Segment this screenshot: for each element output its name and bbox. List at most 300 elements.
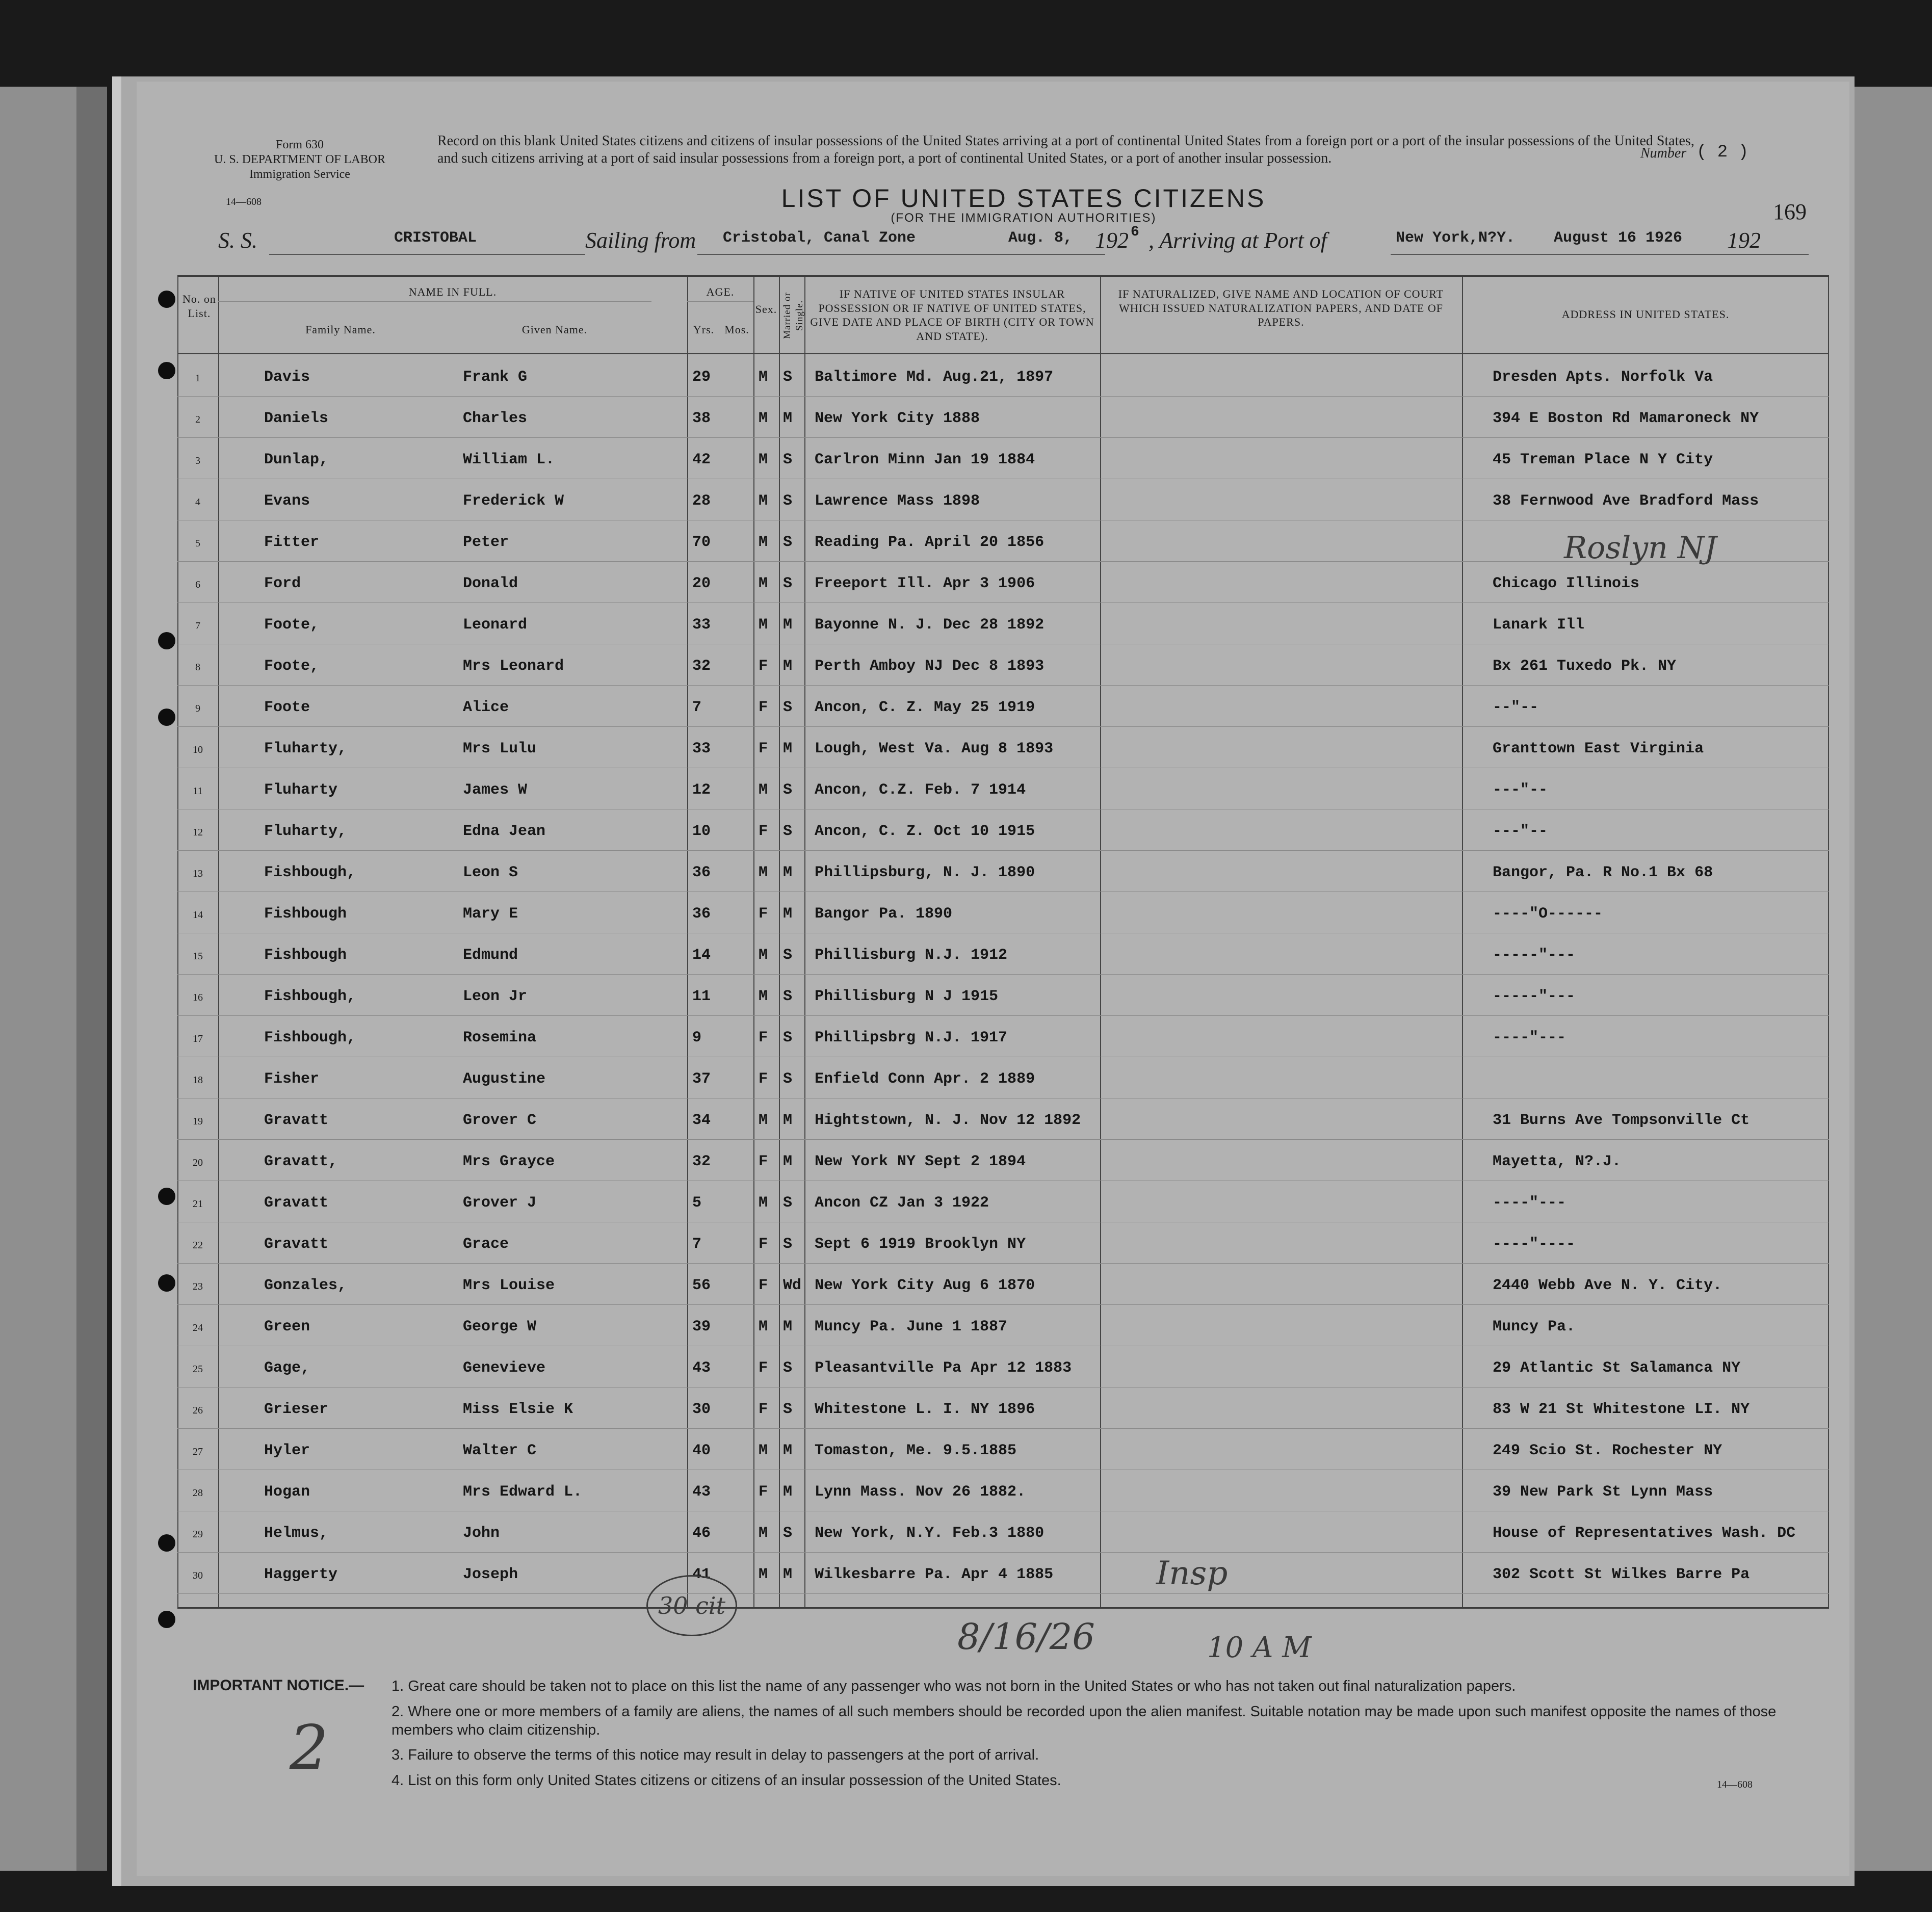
cell-given: Leonard: [463, 616, 528, 634]
col-header-family: Family Name.: [305, 323, 376, 336]
manifest-page: [112, 76, 1855, 1886]
cell-address: Mayetta, N?.J.: [1493, 1153, 1622, 1170]
cell-given: Rosemina: [463, 1029, 537, 1046]
cell-birth: Hightstown, N. J. Nov 12 1892: [815, 1112, 1081, 1129]
col-header-address: ADDRESS IN UNITED STATES.: [1561, 308, 1730, 321]
column-divider: [177, 277, 178, 1607]
cell-age: 28: [692, 492, 711, 510]
cell-family: Fluharty: [264, 781, 338, 799]
cell-address: Granttown East Virginia: [1493, 740, 1704, 757]
cell-address: 45 Treman Place N Y City: [1493, 451, 1713, 468]
cell-address: ----"---: [1493, 1029, 1567, 1046]
cell-no: 11: [193, 785, 203, 797]
cell-no: 30: [193, 1570, 203, 1581]
page-title: LIST OF UNITED STATES CITIZENS: [781, 184, 1266, 213]
sailing-underline: [697, 254, 1105, 255]
handwritten-inspector: Insp: [1156, 1555, 1228, 1592]
handwritten-date: 8/16/26: [957, 1616, 1095, 1658]
cell-no: 13: [193, 868, 203, 879]
cell-given: Mary E: [463, 905, 518, 923]
cell-sex: F: [759, 1401, 768, 1418]
cell-ms: S: [783, 1029, 793, 1046]
cell-ms: M: [783, 740, 793, 757]
cell-birth: Baltimore Md. Aug.21, 1897: [815, 369, 1054, 386]
year-digit: 6: [1131, 224, 1139, 240]
cell-given: Alice: [463, 699, 509, 716]
cell-no: 27: [193, 1446, 203, 1457]
cell-address: Bx 261 Tuxedo Pk. NY: [1493, 658, 1677, 675]
column-divider: [779, 277, 780, 1607]
cell-age: 41: [692, 1566, 711, 1583]
page-subtitle: (FOR THE IMMIGRATION AUTHORITIES): [891, 211, 1157, 225]
cell-age: 33: [692, 616, 711, 634]
col-header-age: AGE.: [706, 285, 735, 298]
cell-birth: Phillipsbrg N.J. 1917: [815, 1029, 1008, 1046]
cell-birth: Perth Amboy NJ Dec 8 1893: [815, 658, 1045, 675]
form-header: [213, 138, 386, 181]
cell-given: Joseph: [463, 1566, 518, 1583]
cell-address: ----"----: [1493, 1236, 1576, 1253]
cell-sex: F: [759, 1153, 768, 1170]
cell-birth: Pleasantville Pa Apr 12 1883: [815, 1359, 1072, 1377]
cell-age: 40: [692, 1442, 711, 1459]
cell-sex: M: [759, 534, 768, 551]
cell-sex: M: [759, 492, 768, 510]
cell-ms: M: [783, 410, 793, 427]
cell-family: Ford: [264, 575, 301, 592]
cell-address: -----"---: [1493, 947, 1576, 964]
cell-ms: S: [783, 534, 793, 551]
cell-family: Gonzales,: [264, 1277, 347, 1294]
cell-ms: M: [783, 616, 793, 634]
cell-address: Chicago Illinois: [1493, 575, 1640, 592]
cell-no: 14: [193, 909, 203, 921]
cell-given: Mrs Lulu: [463, 740, 537, 757]
cell-no: 15: [193, 951, 203, 962]
cell-no: 25: [193, 1364, 203, 1375]
cell-family: Fishbough: [264, 905, 347, 923]
cell-birth: Lawrence Mass 1898: [815, 492, 980, 510]
cell-birth: Muncy Pa. June 1 1887: [815, 1318, 1008, 1335]
cell-ms: S: [783, 1401, 793, 1418]
cell-given: Walter C: [463, 1442, 537, 1459]
cell-given: Edmund: [463, 947, 518, 964]
cell-ms: S: [783, 823, 793, 840]
cell-birth: Tomaston, Me. 9.5.1885: [815, 1442, 1017, 1459]
cell-address: 302 Scott St Wilkes Barre Pa: [1493, 1566, 1750, 1583]
cell-age: 32: [692, 1153, 711, 1170]
cell-no: 1: [195, 373, 200, 384]
cell-age: 36: [692, 905, 711, 923]
sailing-date: Aug. 8,: [1008, 229, 1073, 247]
cell-family: Fluharty,: [264, 823, 347, 840]
cell-no: 19: [193, 1116, 203, 1127]
cell-family: Fishbough,: [264, 1029, 356, 1046]
cell-ms: S: [783, 781, 793, 799]
age-subhead-line: [687, 301, 753, 302]
cell-family: Fluharty,: [264, 740, 347, 757]
col-header-name: NAME IN FULL.: [408, 285, 497, 298]
cell-sex: M: [759, 781, 768, 799]
notice-item: 3. Failure to observe the terms of this notice may result in delay to passengers at the port of arrival.: [391, 1747, 1039, 1763]
cell-no: 8: [195, 662, 200, 673]
cell-birth: Whitestone L. I. NY 1896: [815, 1401, 1035, 1418]
cell-sex: M: [759, 864, 768, 881]
arriving-port: New York,N?Y.: [1396, 229, 1516, 247]
cell-no: 10: [193, 744, 203, 755]
cell-birth: Reading Pa. April 20 1856: [815, 534, 1045, 551]
row-rule: [177, 437, 1829, 438]
cell-given: Leon S: [463, 864, 518, 881]
cell-no: 22: [193, 1240, 203, 1251]
cell-birth: Phillipsburg, N. J. 1890: [815, 864, 1035, 881]
cell-family: Gravatt,: [264, 1153, 338, 1170]
cell-birth: New York NY Sept 2 1894: [815, 1153, 1026, 1170]
number-value: ( 2 ): [1696, 143, 1749, 162]
cell-sex: M: [759, 369, 768, 386]
cell-ms: M: [783, 1566, 793, 1583]
adjacent-page-left-edge: [76, 87, 107, 1871]
cell-address: ----"---: [1493, 1194, 1567, 1212]
cell-birth: Freeport Ill. Apr 3 1906: [815, 575, 1035, 592]
cell-family: Helmus,: [264, 1525, 329, 1542]
cell-age: 42: [692, 451, 711, 468]
cell-address: 38 Fernwood Ave Bradford Mass: [1493, 492, 1759, 510]
cell-family: Davis: [264, 369, 310, 386]
cell-given: Genevieve: [463, 1359, 546, 1377]
cell-age: 43: [692, 1359, 711, 1377]
cell-sex: F: [759, 699, 768, 716]
cell-age: 9: [692, 1029, 702, 1046]
cell-no: 2: [195, 414, 200, 425]
cell-family: Foote,: [264, 616, 320, 634]
cell-age: 70: [692, 534, 711, 551]
cell-age: 14: [692, 947, 711, 964]
punch-hole: [158, 362, 175, 379]
cell-sex: M: [759, 988, 768, 1005]
cell-ms: M: [783, 1112, 793, 1129]
notice-heading: IMPORTANT NOTICE.—: [193, 1677, 364, 1694]
cell-family: Grieser: [264, 1401, 329, 1418]
cell-address: 29 Atlantic St Salamanca NY: [1493, 1359, 1741, 1377]
cell-birth: Bayonne N. J. Dec 28 1892: [815, 616, 1045, 634]
cell-birth: Ancon CZ Jan 3 1922: [815, 1194, 989, 1212]
cell-given: Frank G: [463, 369, 528, 386]
row-rule: [177, 1552, 1829, 1553]
cell-sex: M: [759, 1112, 768, 1129]
cell-family: Fishbough,: [264, 988, 356, 1005]
cell-ms: S: [783, 451, 793, 468]
cell-sex: F: [759, 1359, 768, 1377]
col-header-birth: IF NATIVE OF UNITED STATES INSULAR POSSESSION OR IF NATIVE OF UNITED STATES, GIVE DATE AND PLACE OF BIRTH (CITY OR TOWN AND STATE).: [810, 287, 1094, 343]
notice-item: 4. List on this form only United States citizens or citizens of an insular possession of the United States.: [391, 1772, 1061, 1789]
handwritten-time: 10 A M: [1207, 1631, 1312, 1664]
instructions-text: Record on this blank United States citizens and citizens of insular possessions of the United States arriving at a port of continental United States from a foreign port or a port of the insular possessions of the United States, and such citizens arriving at a port of said insular possessions from a foreign port, a port of continental United States, or a port of another insular possession.: [437, 133, 1694, 166]
col-header-naturalized: IF NATURALIZED, GIVE NAME AND LOCATION OF COURT WHICH ISSUED NATURALIZATION PAPERS, AND DATE OF PAPERS.: [1118, 287, 1444, 328]
cell-ms: S: [783, 1525, 793, 1542]
cell-address: 83 W 21 St Whitestone LI. NY: [1493, 1401, 1750, 1418]
cell-given: Mrs Edward L.: [463, 1483, 583, 1501]
cell-age: 10: [692, 823, 711, 840]
cell-birth: Ancon, C. Z. Oct 10 1915: [815, 823, 1035, 840]
cell-no: 23: [193, 1281, 203, 1292]
cell-address: 39 New Park St Lynn Mass: [1493, 1483, 1713, 1501]
row-rule: [177, 1593, 1829, 1594]
cell-no: 4: [195, 496, 200, 508]
cell-family: Fisher: [264, 1070, 320, 1088]
cell-ms: S: [783, 699, 793, 716]
handwritten-roslyn: Roslyn NJ: [1564, 530, 1717, 566]
cell-age: 43: [692, 1483, 711, 1501]
cell-ms: S: [783, 988, 793, 1005]
port-underline: [1391, 254, 1809, 255]
cell-no: 18: [193, 1075, 203, 1086]
col-header-married: Married or Single.: [782, 292, 805, 339]
page-number: 169: [1773, 199, 1807, 224]
cell-no: 20: [193, 1157, 203, 1168]
cell-no: 3: [195, 455, 200, 466]
cell-address: ---"--: [1493, 823, 1548, 840]
arrival-year-suffix: 192: [1727, 228, 1761, 253]
cell-address: -----"---: [1493, 988, 1576, 1005]
cell-birth: Bangor Pa. 1890: [815, 905, 953, 923]
cell-family: Green: [264, 1318, 310, 1335]
cell-birth: Lough, West Va. Aug 8 1893: [815, 740, 1054, 757]
cell-address: Lanark Ill: [1493, 616, 1585, 634]
cell-ms: M: [783, 905, 793, 923]
cell-address: ---"--: [1493, 781, 1548, 799]
cell-sex: M: [759, 947, 768, 964]
cell-age: 46: [692, 1525, 711, 1542]
cell-age: 37: [692, 1070, 711, 1088]
cell-family: Fishbough: [264, 947, 347, 964]
sailing-from: Cristobal, Canal Zone: [723, 229, 916, 247]
sailing-label: Sailing from: [585, 228, 696, 253]
cell-birth: Wilkesbarre Pa. Apr 4 1885: [815, 1566, 1054, 1583]
cell-given: Mrs Grayce: [463, 1153, 555, 1170]
cell-given: Grace: [463, 1236, 509, 1253]
punch-hole: [158, 1534, 175, 1552]
cell-sex: M: [759, 1318, 768, 1335]
cell-no: 26: [193, 1405, 203, 1416]
cell-no: 9: [195, 703, 200, 714]
passenger-table: [177, 275, 1829, 1609]
ss-label: S. S.: [218, 228, 257, 253]
department-name: U. S. DEPARTMENT OF LABOR: [214, 152, 385, 166]
cell-given: Mrs Leonard: [463, 658, 564, 675]
punch-hole: [158, 1611, 175, 1628]
cell-family: Gravatt: [264, 1112, 329, 1129]
cell-sex: M: [759, 1566, 768, 1583]
cell-sex: F: [759, 1070, 768, 1088]
cell-birth: New York City 1888: [815, 410, 980, 427]
cell-no: 7: [195, 620, 200, 632]
cell-ms: S: [783, 1194, 793, 1212]
ship-name: CRISTOBAL: [394, 229, 477, 247]
cell-birth: Carlron Minn Jan 19 1884: [815, 451, 1035, 468]
cell-no: 21: [193, 1198, 203, 1210]
column-divider: [804, 277, 805, 1607]
cell-address: Bangor, Pa. R No.1 Bx 68: [1493, 864, 1713, 881]
cell-given: George W: [463, 1318, 537, 1335]
cell-age: 38: [692, 410, 711, 427]
cell-family: Gravatt: [264, 1194, 329, 1212]
cell-family: Hyler: [264, 1442, 310, 1459]
row-rule: [177, 685, 1829, 686]
cell-given: John: [463, 1525, 500, 1542]
cell-ms: M: [783, 658, 793, 675]
cell-given: Charles: [463, 410, 528, 427]
cell-age: 5: [692, 1194, 702, 1212]
cell-address: 31 Burns Ave Tompsonville Ct: [1493, 1112, 1750, 1129]
cell-family: Foote: [264, 699, 310, 716]
cell-given: Edna Jean: [463, 823, 546, 840]
cell-address: --"--: [1493, 699, 1539, 716]
row-rule: [177, 974, 1829, 975]
number-label: Number: [1640, 145, 1687, 161]
arrival-date: August 16 1926: [1554, 229, 1683, 247]
cell-address: Dresden Apts. Norfolk Va: [1493, 369, 1713, 386]
ship-underline: [269, 254, 585, 255]
cell-address: ----"O------: [1493, 905, 1603, 923]
cell-birth: Sept 6 1919 Brooklyn NY: [815, 1236, 1026, 1253]
column-divider: [753, 277, 754, 1607]
cell-birth: New York City Aug 6 1870: [815, 1277, 1035, 1294]
cell-age: 30: [692, 1401, 711, 1418]
form-code-bottom: 14—608: [1717, 1779, 1753, 1790]
cell-sex: M: [759, 575, 768, 592]
cell-given: Donald: [463, 575, 518, 592]
cell-sex: M: [759, 451, 768, 468]
cell-age: 34: [692, 1112, 711, 1129]
cell-age: 56: [692, 1277, 711, 1294]
cell-address: 2440 Webb Ave N. Y. City.: [1493, 1277, 1722, 1294]
cell-address: 249 Scio St. Rochester NY: [1493, 1442, 1722, 1459]
cell-ms: S: [783, 369, 793, 386]
header-divider: [177, 353, 1829, 354]
cell-family: Dunlap,: [264, 451, 329, 468]
row-rule: [177, 850, 1829, 851]
cell-ms: M: [783, 1153, 793, 1170]
cell-ms: M: [783, 1483, 793, 1501]
cell-ms: M: [783, 864, 793, 881]
cell-no: 16: [193, 992, 203, 1003]
cell-sex: F: [759, 1483, 768, 1501]
row-rule: [177, 396, 1829, 397]
col-header-given: Given Name.: [521, 323, 588, 336]
column-divider: [1462, 277, 1463, 1607]
row-rule: [177, 1139, 1829, 1140]
year-prefix: 192: [1095, 228, 1129, 253]
row-rule: [177, 1015, 1829, 1016]
cell-age: 33: [692, 740, 711, 757]
row-rule: [177, 1263, 1829, 1264]
cell-given: Mrs Louise: [463, 1277, 555, 1294]
cell-no: 5: [195, 538, 200, 549]
cell-age: 36: [692, 864, 711, 881]
cell-ms: M: [783, 1318, 793, 1335]
cell-address: Muncy Pa.: [1493, 1318, 1576, 1335]
form-code-top: 14—608: [226, 196, 262, 207]
cell-family: Fitter: [264, 534, 320, 551]
punch-hole: [158, 709, 175, 726]
cell-family: Gage,: [264, 1359, 310, 1377]
cell-family: Gravatt: [264, 1236, 329, 1253]
cell-given: Grover J: [463, 1194, 537, 1212]
cell-age: 39: [692, 1318, 711, 1335]
cell-sex: F: [759, 823, 768, 840]
cell-given: James W: [463, 781, 528, 799]
cell-no: 17: [193, 1033, 203, 1044]
cell-age: 7: [692, 1236, 702, 1253]
cell-no: 12: [193, 827, 203, 838]
cell-no: 6: [195, 579, 200, 590]
manifest-sheet: [137, 82, 1849, 1876]
cell-given: Frederick W: [463, 492, 564, 510]
cell-ms: S: [783, 1236, 793, 1253]
punch-hole: [158, 632, 175, 649]
arriving-label: , Arriving at Port of: [1148, 228, 1327, 253]
cell-birth: Phillisburg N J 1915: [815, 988, 999, 1005]
cell-birth: New York, N.Y. Feb.3 1880: [815, 1525, 1045, 1542]
punch-hole: [158, 291, 175, 308]
cell-ms: S: [783, 1359, 793, 1377]
cell-no: 29: [193, 1529, 203, 1540]
row-rule: [177, 1304, 1829, 1305]
handwritten-count: 30 cit: [646, 1575, 737, 1636]
cell-sex: F: [759, 658, 768, 675]
cell-sex: F: [759, 1236, 768, 1253]
notice-item: 2. Where one or more members of a family are aliens, the names of all such members should be recorded upon the alien manifest. Suitable notation may be made upon such manifest opposite the names of those members who claim citizenship.: [391, 1704, 1777, 1739]
cell-no: 24: [193, 1322, 203, 1333]
cell-family: Haggerty: [264, 1566, 338, 1583]
cell-birth: Lynn Mass. Nov 26 1882.: [815, 1483, 1026, 1501]
cell-birth: Enfield Conn Apr. 2 1889: [815, 1070, 1035, 1088]
cell-age: 11: [692, 988, 711, 1005]
cell-given: Augustine: [463, 1070, 546, 1088]
cell-family: Fishbough,: [264, 864, 356, 881]
cell-address: House of Representatives Wash. DC: [1493, 1525, 1796, 1542]
cell-sex: F: [759, 1277, 768, 1294]
cell-age: 7: [692, 699, 702, 716]
cell-address: 394 E Boston Rd Mamaroneck NY: [1493, 410, 1759, 427]
cell-sex: M: [759, 1525, 768, 1542]
cell-birth: Ancon, C.Z. Feb. 7 1914: [815, 781, 1026, 799]
cell-given: William L.: [463, 451, 555, 468]
cell-sex: M: [759, 1194, 768, 1212]
cell-family: Foote,: [264, 658, 320, 675]
cell-sex: F: [759, 740, 768, 757]
column-divider: [1828, 277, 1829, 1607]
cell-age: 12: [692, 781, 711, 799]
cell-given: Grover C: [463, 1112, 537, 1129]
cell-given: Miss Elsie K: [463, 1401, 573, 1418]
form-number: Form 630: [275, 138, 324, 151]
col-header-sex: Sex.: [755, 303, 777, 316]
cell-age: 20: [692, 575, 711, 592]
punch-hole: [158, 1188, 175, 1205]
notice-item: 1. Great care should be taken not to place on this list the name of any passenger who was not born in the United States or who has not taken out final naturalization papers.: [391, 1678, 1516, 1694]
cell-ms: S: [783, 1070, 793, 1088]
cell-given: Peter: [463, 534, 509, 551]
col-header-yrs: Yrs.: [693, 323, 715, 336]
col-header-mos: Mos.: [724, 323, 749, 336]
cell-birth: Ancon, C. Z. May 25 1919: [815, 699, 1035, 716]
cell-family: Daniels: [264, 410, 329, 427]
cell-sex: M: [759, 410, 768, 427]
cell-ms: Wd: [783, 1277, 802, 1294]
handwritten-mark: 2: [290, 1713, 329, 1784]
